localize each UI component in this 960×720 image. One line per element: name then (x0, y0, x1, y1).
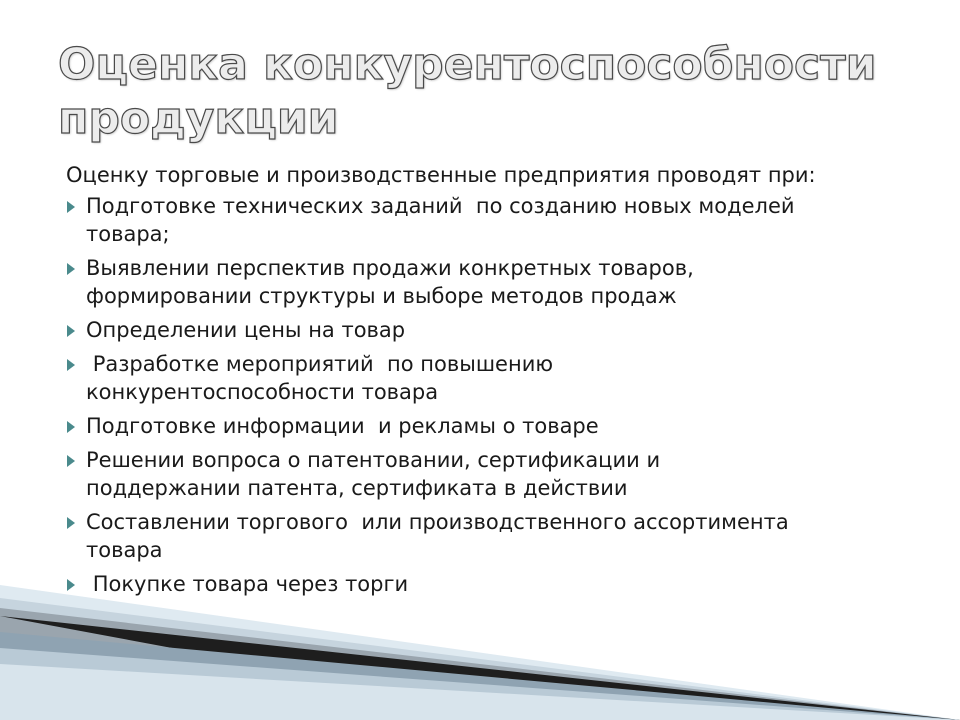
list-item-text: Выявлении перспектив продажи конкретных товаров, формировании структуры и выборе методов продаж (86, 256, 694, 308)
triangle-bullet-icon (66, 446, 80, 474)
triangle-bullet-icon (66, 316, 80, 344)
list-item (66, 350, 926, 406)
list-item (66, 412, 926, 440)
list-item (66, 570, 926, 598)
list-item-text: Составлении торгового или производственного ассортимента товара (86, 510, 789, 562)
triangle-bullet-icon (66, 412, 80, 440)
list-item-text: Определении цены на товар (86, 318, 406, 342)
list-item (66, 192, 926, 248)
intro-text: Оценку торговые и производственные предприятия проводят при: (66, 163, 816, 187)
list-item (66, 316, 926, 344)
title-line-2: продукции (58, 93, 339, 144)
triangle-bullet-icon (66, 508, 80, 536)
bullet-list (66, 192, 926, 598)
list-item-text: Покупке товара через торги (86, 572, 409, 596)
title-line-1: Оценка конкурентоспособности (58, 39, 877, 90)
triangle-bullet-icon (66, 350, 80, 378)
list-item-text: Подготовке информации и рекламы о товаре (86, 414, 599, 438)
triangle-bullet-icon (66, 192, 80, 220)
triangle-bullet-icon (66, 254, 80, 282)
list-item (66, 508, 926, 564)
list-item (66, 446, 926, 502)
list-item-text: Разработке мероприятий по повышению конкурентоспособности товара (86, 352, 554, 404)
slide-body (66, 160, 926, 604)
list-item (66, 254, 926, 310)
slide-title (58, 38, 876, 146)
triangle-bullet-icon (66, 570, 80, 598)
list-item-text: Решении вопроса о патентовании, сертификации и поддержании патента, сертификата в действии (86, 448, 661, 500)
list-item-text: Подготовке технических заданий по созданию новых моделей товара; (86, 194, 795, 246)
